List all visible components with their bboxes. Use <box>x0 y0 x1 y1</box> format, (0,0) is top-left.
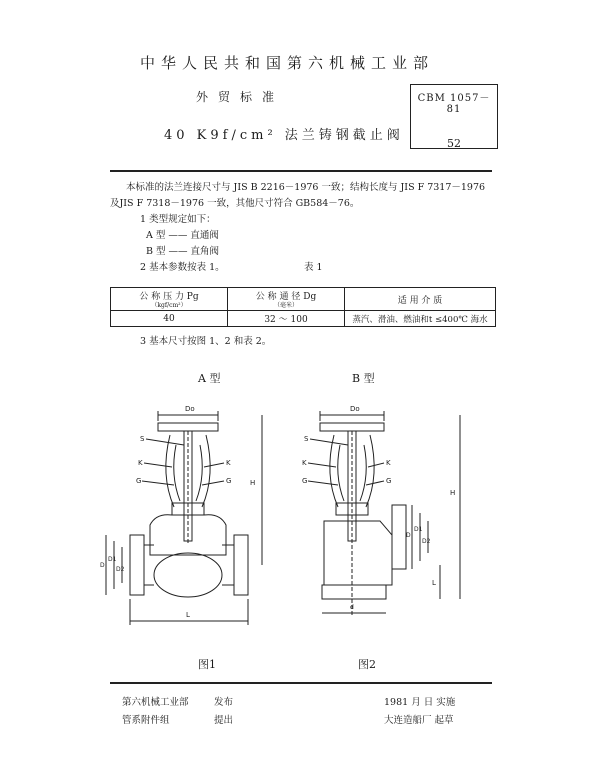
parameter-table <box>110 287 496 327</box>
ministry-title: 中华人民共和国第六机械工业部 <box>140 54 435 72</box>
standard-code-box <box>410 84 498 149</box>
item-2: 2 基本参数按表 1。 <box>140 262 225 273</box>
footer-issuer: 第六机械工业部 <box>122 697 189 708</box>
label-k: K <box>138 459 143 467</box>
dim-d1: D1 <box>108 556 117 563</box>
footer-issuer-action: 发布 <box>214 697 234 708</box>
dim-d: D <box>406 532 411 539</box>
dim-l: L <box>432 579 436 587</box>
item-1: 1 类型规定如下： <box>140 214 216 225</box>
table-header-cell: 适 用 介 质 <box>345 288 496 311</box>
label-g-right: G <box>386 477 392 485</box>
figure-1-globe-valve-drawing <box>100 385 270 645</box>
label-k-right: K <box>386 459 391 467</box>
figure-caption-1: 图1 <box>198 658 216 671</box>
handwheel <box>320 423 384 431</box>
label-k-right: K <box>226 459 231 467</box>
table-header-row <box>111 288 496 311</box>
table-caption: 表 1 <box>304 262 323 273</box>
footer-drafter: 大连造船厂 起草 <box>384 715 454 726</box>
label-g: G <box>136 477 142 485</box>
figure-label-a: A 型 <box>198 372 221 385</box>
category-title: 外贸标准 <box>196 90 285 104</box>
dim-d-bottom: d <box>350 604 354 611</box>
label-s: S <box>140 435 145 443</box>
type-a: A 型 —— 直通阀 <box>146 230 219 241</box>
footer-divider <box>110 682 492 684</box>
side-flange <box>392 505 406 569</box>
table-cell: 蒸汽、滑油、燃油和t ≤400℃ 海水 <box>345 311 496 327</box>
bottom-flange <box>322 585 386 599</box>
dim-d1: D1 <box>414 526 423 533</box>
standard-title: 40 K9f/cm² 法兰铸钢截止阀 <box>164 128 404 143</box>
dim-h: H <box>250 479 256 487</box>
dim-d2: D2 <box>422 538 431 545</box>
label-k: K <box>302 459 307 467</box>
dim-l: L <box>186 611 190 619</box>
dim-d2: D2 <box>116 566 125 573</box>
label-g-right: G <box>226 477 232 485</box>
figure-label-b: B 型 <box>352 372 375 385</box>
footer-effective-date: 1981 月 日 实施 <box>384 697 456 708</box>
right-flange <box>234 535 248 595</box>
table-header-cell: 公 称 压 力 Pg （kgf/cm²） <box>111 288 228 311</box>
handwheel <box>158 423 218 431</box>
figure-caption-2: 图2 <box>358 658 376 671</box>
label-g: G <box>302 477 308 485</box>
intro-line-1: 本标准的法兰连接尺寸与 JIS B 2216－1976 一致；结构长度与 JIS F 7317－1976 <box>126 182 486 193</box>
page-number: 52 <box>447 137 461 150</box>
table-row <box>111 311 496 327</box>
figure-2-angle-valve-drawing <box>300 385 490 645</box>
table-cell: 32 ～ 100 <box>228 311 345 327</box>
header-divider <box>110 170 492 172</box>
dim-do: Do <box>185 405 195 413</box>
dim-h: H <box>450 489 456 497</box>
table-header-cell: 公 称 通 径 Dg （毫米） <box>228 288 345 311</box>
footer-proposer-action: 提出 <box>214 715 234 726</box>
table-cell: 40 <box>111 311 228 327</box>
type-b: B 型 —— 直角阀 <box>146 246 220 257</box>
item-3: 3 基本尺寸按图 1、2 和表 2。 <box>140 336 272 347</box>
intro-line-2: 及JIS F 7318－1976 一致，其他尺寸符合 GB584－76。 <box>110 198 360 209</box>
footer-proposer: 管系附件组 <box>122 715 170 726</box>
dim-do: Do <box>350 405 360 413</box>
label-s: S <box>304 435 309 443</box>
left-flange <box>130 535 144 595</box>
dim-d: D <box>100 562 105 569</box>
valve-body <box>324 521 392 585</box>
standard-code: CBM 1057－81 <box>411 84 497 115</box>
